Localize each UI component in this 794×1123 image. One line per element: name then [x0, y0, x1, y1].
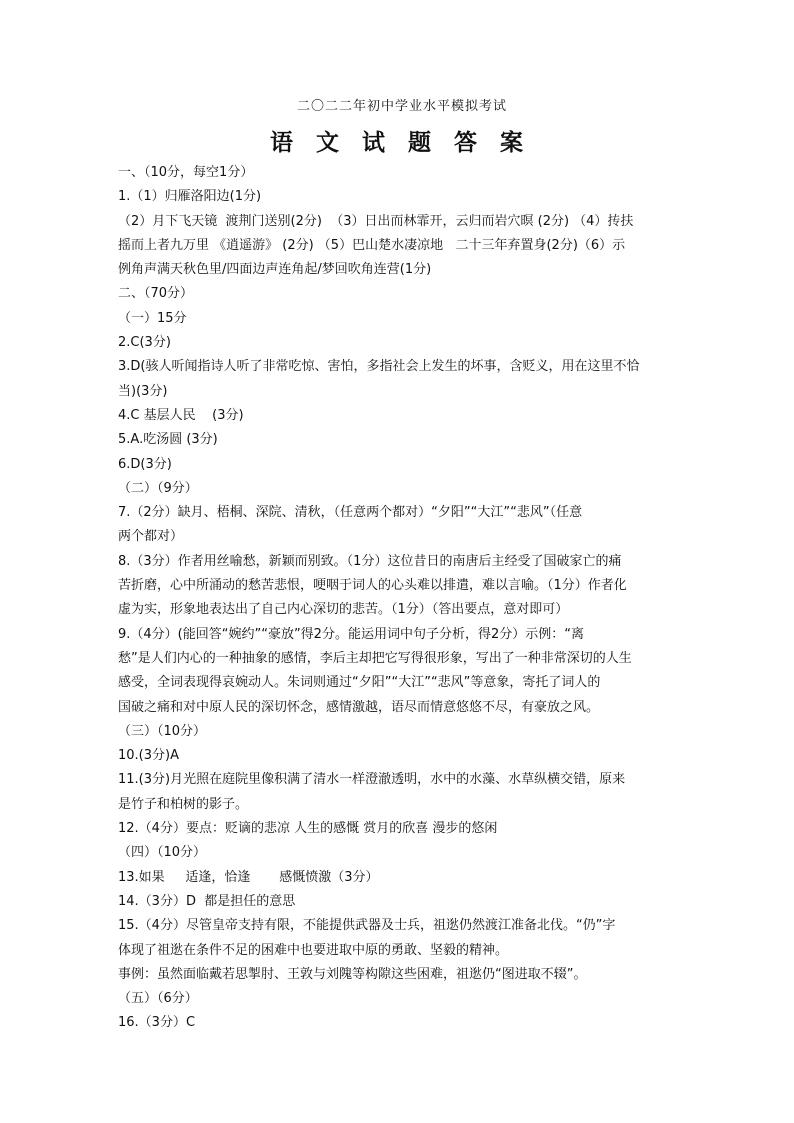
answer-line: 16.（3分）C: [118, 1015, 196, 1031]
page-title: 语文试题答案: [270, 129, 546, 156]
answer-sheet: [118, 95, 678, 1036]
answer-line: 2.C(3分): [118, 335, 171, 351]
answer-line: 12.（4分）要点：贬谪的悲凉 人生的感慨 赏月的欣喜 漫步的悠闲: [118, 821, 498, 837]
answer-line: 11.(3分)月光照在庭院里像积满了清水一样澄澈透明，水中的水藻、水草纵横交错，原来: [118, 772, 626, 788]
answer-line: 15.（4分）尽管皇帝支持有限，不能提供武器及士兵，祖逖仍然渡江准备北伐。“仍”字: [118, 918, 616, 934]
answer-line: 虚为实，形象地表达出了自己内心深切的悲苦。（1分）（答出要点，意对即可）: [118, 602, 569, 618]
answer-line: 两个都对）: [118, 529, 184, 545]
answer-line: 摇而上者九万里 《逍遥游》 (2分) （5）巴山楚水凄凉地 二十三年弃置身(2分)（6）示: [118, 237, 626, 253]
answer-line: 是竹子和柏树的影子。: [118, 796, 249, 812]
answer-line: 14.（3分）D 都是担任的意思: [118, 893, 296, 909]
exam-subtitle: 二〇二二年初中学业水平模拟考试: [296, 99, 507, 114]
answer-line: 4.C 基层人民 (3分): [118, 407, 244, 423]
answer-line: 10.(3分)A: [118, 748, 179, 764]
answer-line: 3.D(骇人听闻指诗人听了非常吃惊、害怕，多指社会上发生的坏事，含贬义，用在这里不恰: [118, 359, 640, 375]
answer-line: 一、（10分，每空1分）: [118, 165, 254, 180]
answer-line: 例角声满天秋色里/四面边声连角起/梦回吹角连营(1分): [118, 262, 432, 278]
answer-line: 二、（70分）: [118, 286, 194, 302]
answer-line: 当)(3分): [118, 383, 168, 399]
answer-line: 苦折磨，心中所涌动的愁苦悲恨，哽咽于词人的心头难以排遣，难以言喻。（1分）作者化: [118, 578, 627, 594]
answer-line: （二）（9分）: [118, 480, 198, 496]
answer-line: 事例：虽然面临戴若思掣肘、王敦与刘隗等构隙这些困难，祖逖仍“图进取不辍”。: [118, 966, 587, 982]
answer-line: （五）（6分）: [118, 991, 198, 1007]
answer-line: 愁”是人们内心的一种抽象的感情，李后主却把它写得很形象，写出了一种非常深切的人生: [118, 650, 632, 666]
answer-line: 5.A.吃汤圆 (3分): [118, 432, 218, 448]
answer-line: 1.（1）归雁洛阳边(1分): [118, 189, 262, 205]
answer-line: （2）月下飞天镜 渡荆门送别(2分) （3）日出而林霏开，云归而岩穴暝 (2分) （4）抟扶: [118, 213, 634, 229]
answer-line: 感受，全词表现得哀婉动人。朱词则通过“夕阳”“大江”“悲风”等意象，寄托了词人的: [118, 675, 601, 691]
answer-line: 6.D(3分): [118, 456, 172, 472]
answer-line: 13.如果 适逢，恰逢 感慨愤激（3分）: [118, 869, 379, 885]
answer-line: 7.（2分）缺月、梧桐、深院、清秋，（任意两个都对）“夕阳”“大江”“悲风”（任意: [118, 505, 583, 521]
answer-line: （三）（10分）: [118, 723, 207, 739]
answer-line: 9.（4分）(能回答“婉约”“豪放”得2分。能运用词中句子分析，得2分）示例：“离: [118, 626, 584, 642]
answer-line: 国破之痛和对中原人民的深切怀念，感情激越，语尽而情意悠悠不尽，有豪放之风。: [118, 699, 600, 715]
answer-line: （一）15分: [118, 310, 187, 326]
answer-line: 8.（3分）作者用丝喻愁，新颖而别致。（1分）这位昔日的南唐后主经受了国破家亡的痛: [118, 553, 622, 569]
answer-content: [118, 161, 678, 1036]
answer-line: 体现了祖逖在条件不足的困难中也要进取中原的勇敢、坚毅的精神。: [118, 942, 509, 958]
answer-line: （四）（10分）: [118, 845, 207, 861]
